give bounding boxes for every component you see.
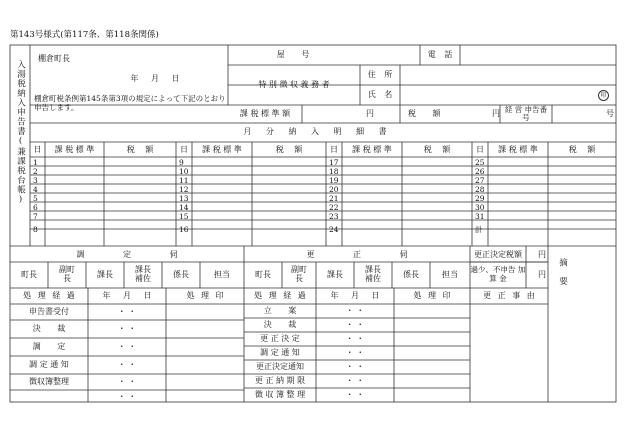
approver-staff: 担当 bbox=[214, 270, 230, 279]
day-cell: 24 bbox=[329, 225, 339, 234]
day-cell: 12 bbox=[179, 185, 189, 194]
approver-deputy: 副町長 bbox=[59, 265, 75, 283]
approver-staff: 担当 bbox=[442, 270, 458, 279]
day-cell: 7 bbox=[33, 212, 38, 221]
step-decision: 決 裁 bbox=[263, 320, 297, 329]
date-dots: ・ ・ bbox=[345, 390, 365, 399]
date-line: 年 月 日 bbox=[130, 74, 180, 83]
date-dots: ・ ・ bbox=[345, 348, 365, 357]
date-dots: ・ ・ bbox=[117, 307, 137, 316]
date-dots: ・ ・ bbox=[117, 392, 137, 401]
total-cell: 計 bbox=[475, 225, 483, 234]
step-receipt: 申告書受付 bbox=[29, 307, 69, 316]
step-notice: 調 定 通 知 bbox=[260, 348, 300, 357]
day-cell: 13 bbox=[179, 194, 189, 203]
day-cell: 17 bbox=[329, 158, 339, 167]
process-header: 処 理 経 過 bbox=[254, 291, 306, 300]
approver-chief: 課長 bbox=[327, 270, 343, 279]
col-day: 日 bbox=[180, 145, 188, 154]
ymd-header: 年 月 日 bbox=[102, 291, 152, 300]
day-cell: 25 bbox=[475, 158, 485, 167]
date-dots: ・ ・ bbox=[345, 376, 365, 385]
business-number-label: 経 営 申告番号 bbox=[504, 105, 548, 122]
approver-mayor: 町長 bbox=[255, 270, 271, 279]
day-cell: 31 bbox=[475, 212, 485, 221]
step-notice: 調 定 通 知 bbox=[29, 360, 69, 369]
day-cell: 29 bbox=[475, 194, 485, 203]
step-ledger: 徴 収 簿 整 理 bbox=[254, 390, 306, 399]
col-day: 日 bbox=[33, 145, 42, 154]
day-cell: 2 bbox=[33, 167, 38, 176]
day-cell: 1 bbox=[33, 158, 38, 167]
yago-label: 屋 号 bbox=[276, 50, 310, 59]
col-tax: 税 額 bbox=[275, 145, 303, 154]
step-draft: 立 案 bbox=[263, 306, 297, 315]
day-cell: 23 bbox=[329, 212, 339, 221]
monthly-title: 月 分 納 入 明 細 書 bbox=[243, 127, 387, 136]
col-day: 日 bbox=[476, 145, 484, 154]
col-tax: 税 額 bbox=[126, 145, 154, 154]
phone-label: 電 話 bbox=[427, 50, 453, 59]
step-decision: 決 裁 bbox=[32, 324, 66, 333]
day-cell: 11 bbox=[179, 176, 189, 185]
process-mark-header: 処 理 印 bbox=[186, 291, 224, 300]
day-cell: 15 bbox=[179, 212, 189, 221]
col-day: 日 bbox=[330, 145, 338, 154]
day-cell: 26 bbox=[475, 167, 485, 176]
col-standard: 課 税 標 準 bbox=[498, 145, 538, 154]
col-standard: 課 税 標 準 bbox=[352, 145, 392, 154]
date-dots: ・ ・ bbox=[117, 360, 137, 369]
approver-chief: 課長 bbox=[97, 270, 113, 279]
number-suffix: 号 bbox=[606, 109, 614, 118]
assessment-title: 調 定 伺 bbox=[76, 250, 178, 259]
date-dots: ・ ・ bbox=[345, 320, 365, 329]
correction-title: 更 正 伺 bbox=[306, 250, 408, 259]
process-header: 処 理 経 過 bbox=[23, 291, 75, 300]
declaration-statement: 棚倉町税条例第145条第3項の規定によって下記のとおり申告します。 bbox=[34, 94, 226, 112]
day-cell: 5 bbox=[33, 194, 38, 203]
date-dots: ・ ・ bbox=[345, 334, 365, 343]
taxable-standard-label: 課 税 標 準 額 bbox=[239, 109, 291, 118]
date-dots: ・ ・ bbox=[345, 306, 365, 315]
tax-amount-label: 税 額 bbox=[408, 109, 441, 118]
step-deadline: 更 正 納 期 限 bbox=[254, 376, 306, 385]
day-cell: 19 bbox=[329, 176, 339, 185]
day-cell: 4 bbox=[33, 185, 38, 194]
day-cell: 18 bbox=[329, 167, 339, 176]
date-dots: ・ ・ bbox=[117, 342, 137, 351]
day-cell: 16 bbox=[179, 225, 189, 234]
day-cell: 10 bbox=[179, 167, 189, 176]
yen-mark: 円 bbox=[538, 270, 546, 279]
form-title: 第143号様式(第117条、第118条関係) bbox=[10, 30, 159, 40]
col-tax: 税 額 bbox=[568, 145, 596, 154]
penalty-label: 過少、不申告 加 算 金 bbox=[470, 265, 526, 283]
name-label: 氏 名 bbox=[367, 90, 393, 99]
day-cell: 3 bbox=[33, 176, 38, 185]
yen-mark: 円 bbox=[492, 109, 500, 118]
date-dots: ・ ・ bbox=[117, 377, 137, 386]
day-cell: 20 bbox=[329, 185, 339, 194]
approver-section: 係長 bbox=[173, 270, 189, 279]
ymd-header: 年 月 日 bbox=[330, 291, 380, 300]
col-tax: 税 額 bbox=[423, 145, 451, 154]
col-standard: 課 税 標 準 bbox=[54, 145, 95, 154]
addressee: 棚倉町長 bbox=[38, 54, 70, 63]
step-ledger: 徴収簿整理 bbox=[29, 377, 69, 386]
side-title: 入湯税納入申告書(兼課税台帳) bbox=[15, 60, 26, 206]
approver-assistant: 課長補佐 bbox=[365, 265, 381, 283]
day-cell: 8 bbox=[33, 225, 38, 234]
day-cell: 28 bbox=[475, 185, 485, 194]
withholder-label: 特 別 徴 収 義 務 者 bbox=[258, 80, 330, 89]
process-mark-header: 処 理 印 bbox=[413, 291, 451, 300]
day-cell: 6 bbox=[33, 203, 38, 212]
approver-section: 係長 bbox=[403, 270, 419, 279]
day-cell: 30 bbox=[475, 203, 485, 212]
step-assessment: 調 定 bbox=[32, 342, 66, 351]
yen-mark: 円 bbox=[538, 250, 546, 259]
correction-amount-label: 更正決定税額 bbox=[474, 250, 522, 259]
approver-assistant: 課長補佐 bbox=[135, 265, 151, 283]
step-correction: 更 正 決 定 bbox=[260, 334, 300, 343]
day-cell: 27 bbox=[475, 176, 485, 185]
date-dots: ・ ・ bbox=[345, 362, 365, 371]
day-cell: 21 bbox=[329, 194, 339, 203]
correction-reason-header: 更 正 事 由 bbox=[483, 291, 535, 300]
day-cell: 9 bbox=[179, 158, 184, 167]
step-correction-notice: 更正決定通知 bbox=[256, 362, 304, 371]
approver-deputy: 副町長 bbox=[291, 265, 307, 283]
remarks-label: 摘 要 bbox=[557, 258, 568, 285]
day-cell: 14 bbox=[179, 203, 189, 212]
address-label: 住 所 bbox=[367, 70, 393, 79]
yen-mark: 円 bbox=[366, 109, 374, 118]
day-cell: 22 bbox=[329, 203, 339, 212]
date-dots: ・ ・ bbox=[117, 324, 137, 333]
col-standard: 課 税 標 準 bbox=[202, 145, 242, 154]
seal-mark: 印 bbox=[598, 90, 609, 101]
approver-mayor: 町長 bbox=[21, 270, 37, 279]
